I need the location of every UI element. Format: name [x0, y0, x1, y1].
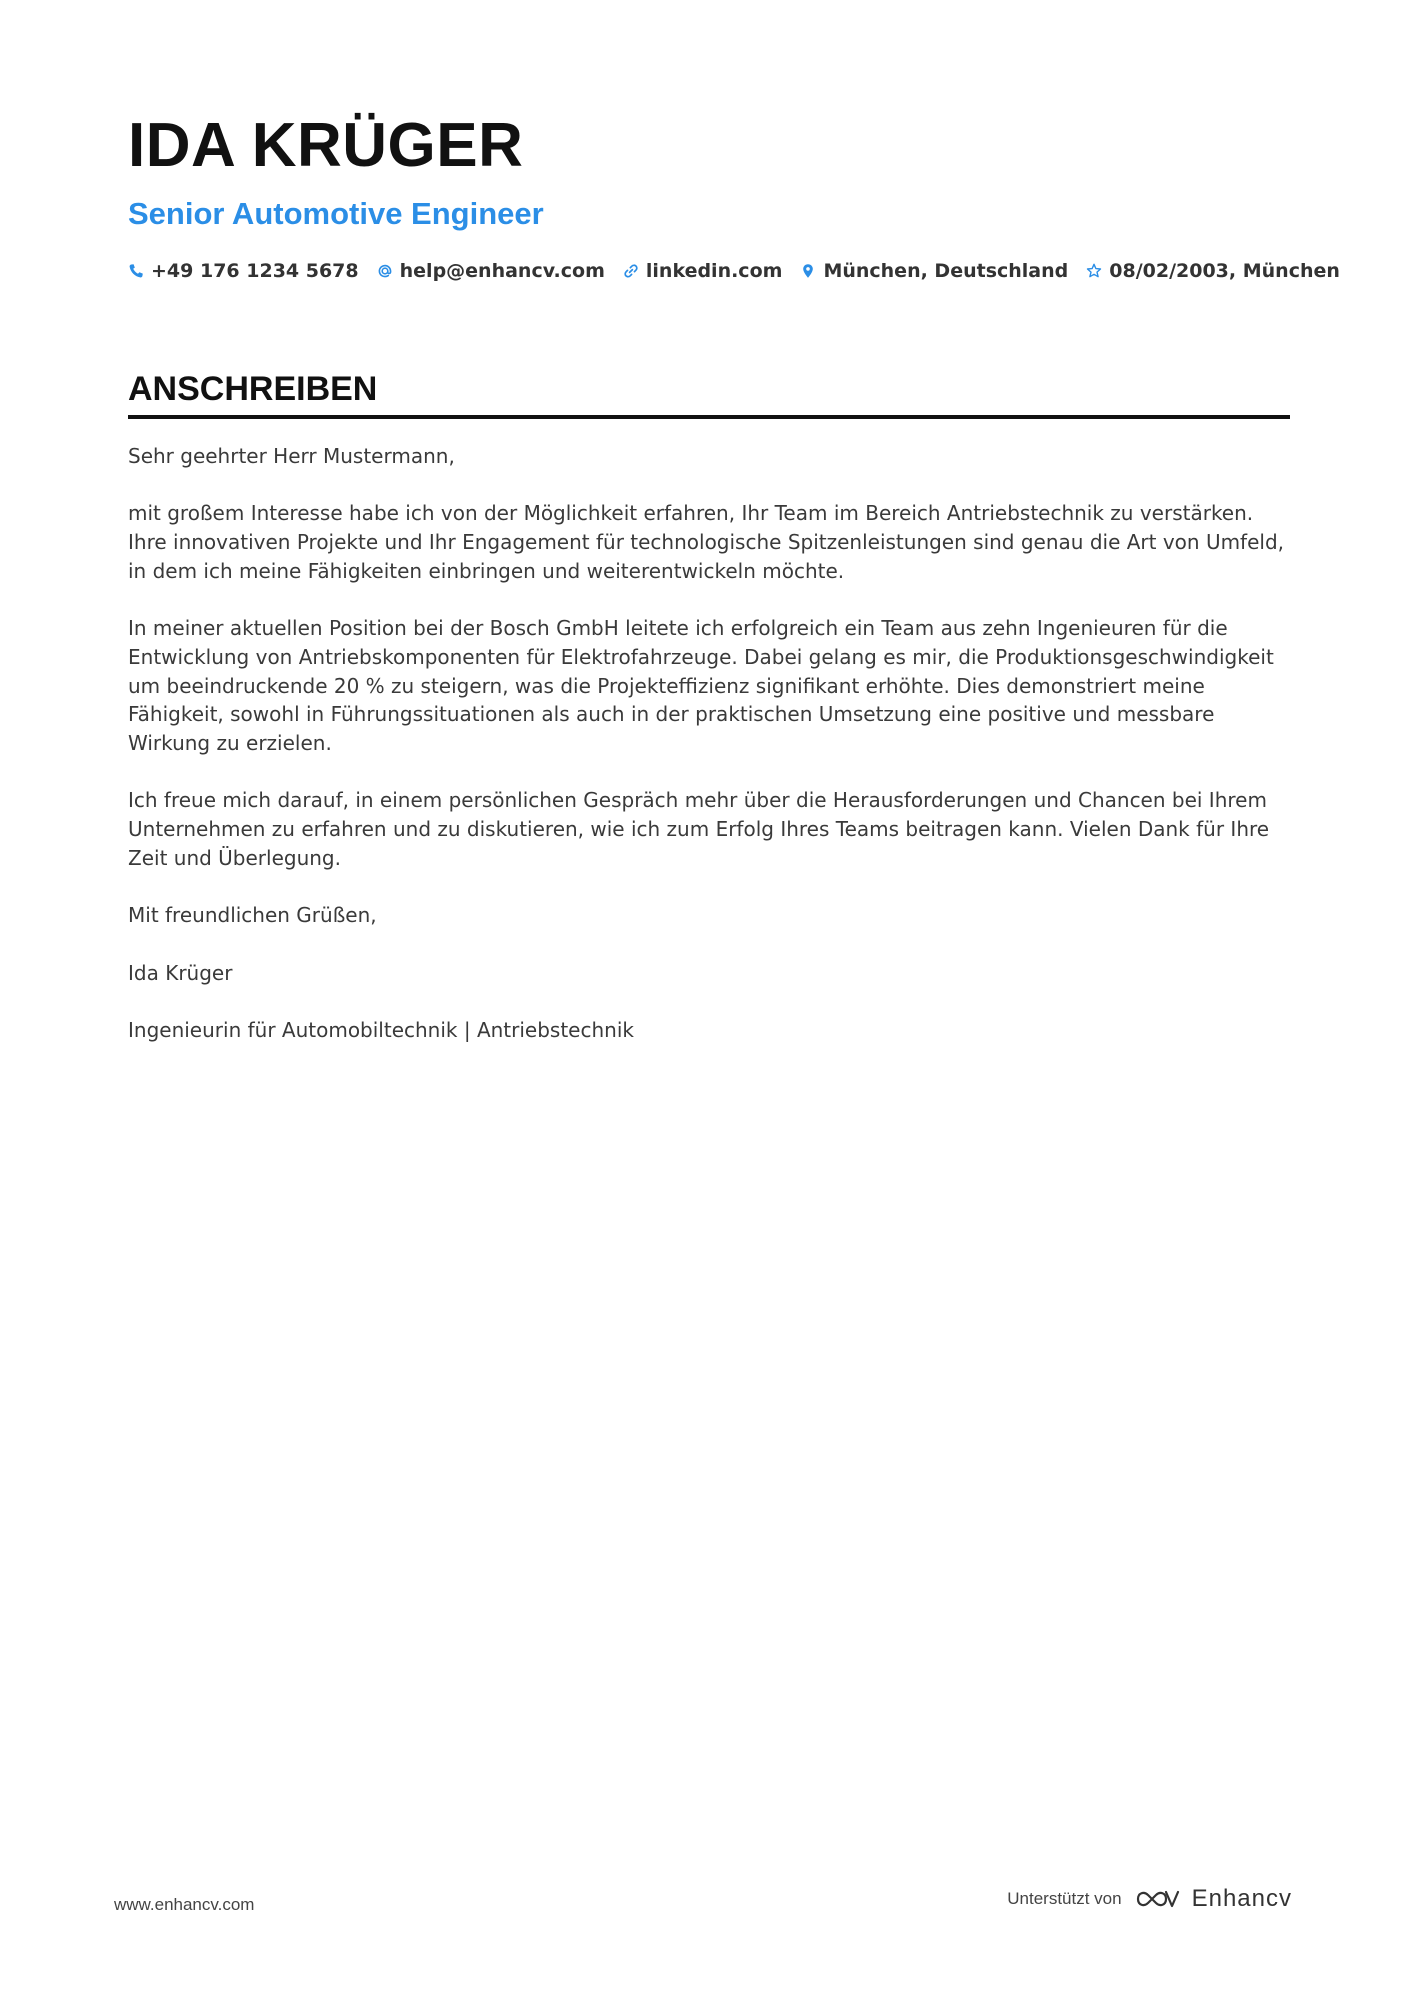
- section-title-anschreiben: ANSCHREIBEN: [128, 367, 1290, 419]
- header: [128, 108, 1340, 282]
- contact-birth-text: 08/02/2003, München: [1109, 260, 1340, 282]
- contact-birth: [1086, 260, 1340, 282]
- letter-paragraph-2: In meiner aktuellen Position bei der Bosch GmbH leitete ich erfolgreich ein Team aus zehn Ingenieuren für die Entwicklung von Antriebskomponenten für Elektrofahrzeuge. Dabei gelang es mir, die Produktionsgeschwindigkeit um beeindruckende 20 % zu steigern, was die Projekteffizienz signifikant erhöhte. Dies demonstriert meine Fähigkeit, sowohl in Führungssituationen als auch in der praktischen Umsetzung eine positive und messbare Wirkung zu erzielen.: [128, 616, 1274, 755]
- star-icon: [1086, 263, 1102, 279]
- contact-phone-text: +49 176 1234 5678: [151, 260, 359, 282]
- contact-location-text: München, Deutschland: [823, 260, 1069, 282]
- location-pin-icon: [800, 263, 816, 279]
- brand-name: Enhancv: [1191, 1885, 1292, 1912]
- phone-icon: [128, 263, 144, 279]
- link-icon: [623, 263, 639, 279]
- footer-website[interactable]: www.enhancv.com: [114, 1895, 255, 1914]
- candidate-name: IDA KRÜGER: [128, 111, 524, 180]
- contact-bar: [128, 260, 1340, 282]
- letter-paragraph-1: mit großem Interesse habe ich von der Möglichkeit erfahren, Ihr Team im Bereich Antriebstechnik zu verstärken. Ihre innovativen Projekte und Ihr Engagement für technologische Spitzenleistungen sind genau die Art von Umfeld, in dem ich meine Fähigkeiten einbringen und weiterentwickeln möchte.: [128, 501, 1285, 583]
- contact-email-text: help@enhancv.com: [399, 260, 605, 282]
- letter-body: [128, 442, 1298, 1073]
- enhancv-logo-icon: [1134, 1887, 1180, 1911]
- at-icon: [377, 263, 393, 279]
- letter-paragraph-3: Ich freue mich darauf, in einem persönlichen Gespräch mehr über die Herausforderungen und Chancen bei Ihrem Unternehmen zu erfahren und zu diskutieren, wie ich zum Erfolg Ihres Teams beitragen kann. Vielen Dank für Ihre Zeit und Überlegung.: [128, 788, 1270, 870]
- contact-location: [800, 260, 1068, 282]
- letter-signature-title: Ingenieurin für Automobiltechnik | Antriebstechnik: [128, 1017, 634, 1042]
- letter-salutation: Sehr geehrter Herr Mustermann,: [128, 444, 455, 468]
- contact-email[interactable]: [377, 260, 605, 282]
- contact-linkedin-text: linkedin.com: [645, 260, 783, 282]
- contact-phone: [128, 260, 359, 282]
- candidate-title: Senior Automotive Engineer: [128, 196, 544, 231]
- contact-linkedin[interactable]: [623, 260, 783, 282]
- letter-closing: Mit freundlichen Grüßen,: [128, 903, 377, 928]
- powered-by-text: Unterstützt von: [1007, 1889, 1122, 1908]
- letter-signature: Ida Krüger: [128, 960, 233, 985]
- footer-powered-by: [1007, 1885, 1292, 1913]
